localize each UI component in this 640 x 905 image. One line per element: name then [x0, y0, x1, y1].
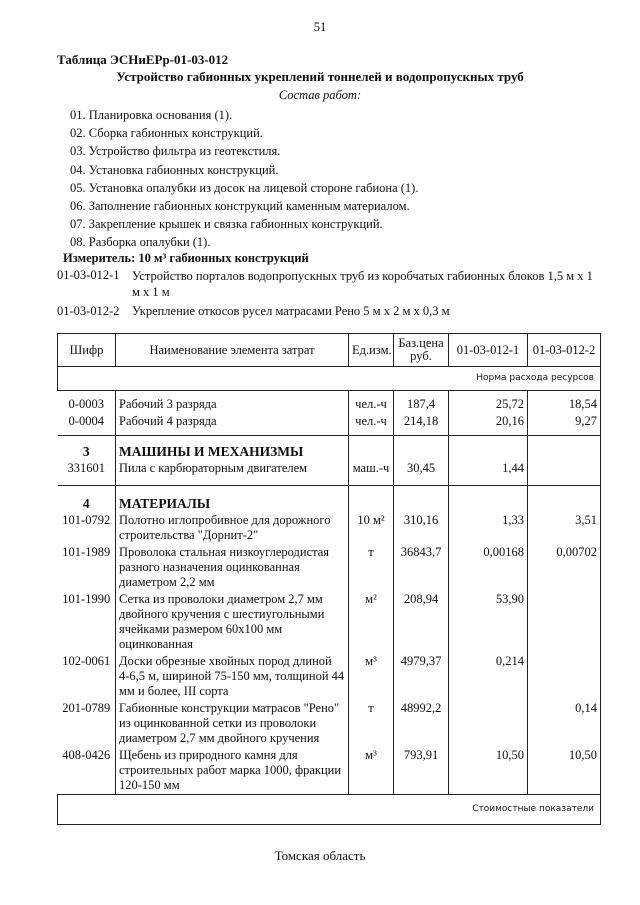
table-row: 0-0003 Рабочий 3 разряда чел.-ч 187,4 25,72 18,54 [58, 391, 601, 414]
table-title: Таблица ЭСНиЕРр-01-03-012 [57, 52, 229, 67]
table-row: 408-0426 Щебень из природного камня для строительных работ марка 1000, фракции 120-150 мм м³ 793,91 10,50 10,50 [58, 747, 601, 795]
page-number: 51 [313, 20, 327, 34]
work-item: 07. Закрепление крышек и связка габионных конструкций. [70, 217, 383, 232]
table-row: 331601 Пила с карбюраторным двигателем маш.-ч 30,45 1,44 [58, 460, 601, 486]
table-row: 102-0061 Доски обрезные хвойных пород длиной 4-6,5 м, шириной 75-150 мм, толщиной 44 мм и более, III сорта м³ 4979,37 0,214 [58, 653, 601, 700]
header-variant-1: 01-03-012-1 [449, 334, 528, 367]
table-row: 101-1990 Сетка из проволоки диаметром 2,7 мм двойного кручения с шестиугольными ячейками размером 60х100 мм оцинкованная м² 208,94 53,90 [58, 591, 601, 653]
meter: Измеритель: 10 м³ габионных конструкций [63, 251, 309, 265]
table-row: 101-0792 Полотно иглопробивное для дорожного строительства "Дорнит-2" 10 м² 310,16 1,33 3,51 [58, 512, 601, 544]
work-item: 03. Устройство фильтра из геотекстиля. [70, 144, 281, 159]
header-price: Баз.цена руб. [394, 334, 449, 367]
cost-label: Стоимостные показатели [58, 795, 601, 825]
variant-code: 01-03-012-2 [57, 304, 120, 318]
section-machines: 3 МАШИНЫ И МЕХАНИЗМЫ [58, 435, 601, 460]
works-list [70, 108, 418, 254]
composition-heading: Состав работ: [278, 88, 362, 102]
table-row: 0-0004 Рабочий 4 разряда чел.-ч 214,18 20,16 9,27 [58, 413, 601, 435]
header-variant-2: 01-03-012-2 [528, 334, 601, 367]
norm-label: Норма расхода ресурсов [58, 367, 601, 391]
table-header [58, 334, 601, 367]
header-name: Наименование элемента затрат [116, 334, 349, 367]
table-row: 201-0789 Габионные конструкции матрасов "Рено" из оцинкованной сетки из проволоки диаметром 2,7 мм двойного кручения т 48992,2 0,14 [58, 700, 601, 747]
header-code: Шифр [58, 334, 116, 367]
header-unit: Ед.изм. [349, 334, 394, 367]
work-item: 01. Планировка основания (1). [70, 108, 233, 122]
variant-text: Укрепление откосов русел матрасами Рено 5 м х 2 м х 0,3 м [132, 304, 450, 318]
work-item: 08. Разборка опалубки (1). [70, 235, 211, 250]
variant-code: 01-03-012-1 [57, 268, 120, 282]
work-item: 04. Установка габионных конструкций. [70, 162, 279, 177]
work-item: 05. Установка опалубки из досок на лицевой стороне габиона (1). [70, 180, 419, 195]
work-item: 02. Сборка габионных конструкций. [70, 126, 263, 141]
subtitle: Устройство габионных укреплений тоннелей и водопропускных труб [116, 69, 524, 84]
variant-text: Устройство порталов водопропускных труб из коробчатых габионных блоков 1,5 м х 1 м х 1 м [132, 269, 593, 299]
section-materials: 4 МАТЕРИАЛЫ [58, 486, 601, 513]
resource-table [57, 333, 601, 825]
footer-region: Томская область [274, 848, 366, 863]
work-item: 06. Заполнение габионных конструкций каменным материалом. [70, 198, 410, 213]
table-row: 101-1989 Проволока стальная низкоуглеродистая разного назначения оцинкованная диаметром 2,2 мм т 36843,7 0,00168 0,00702 [58, 544, 601, 591]
